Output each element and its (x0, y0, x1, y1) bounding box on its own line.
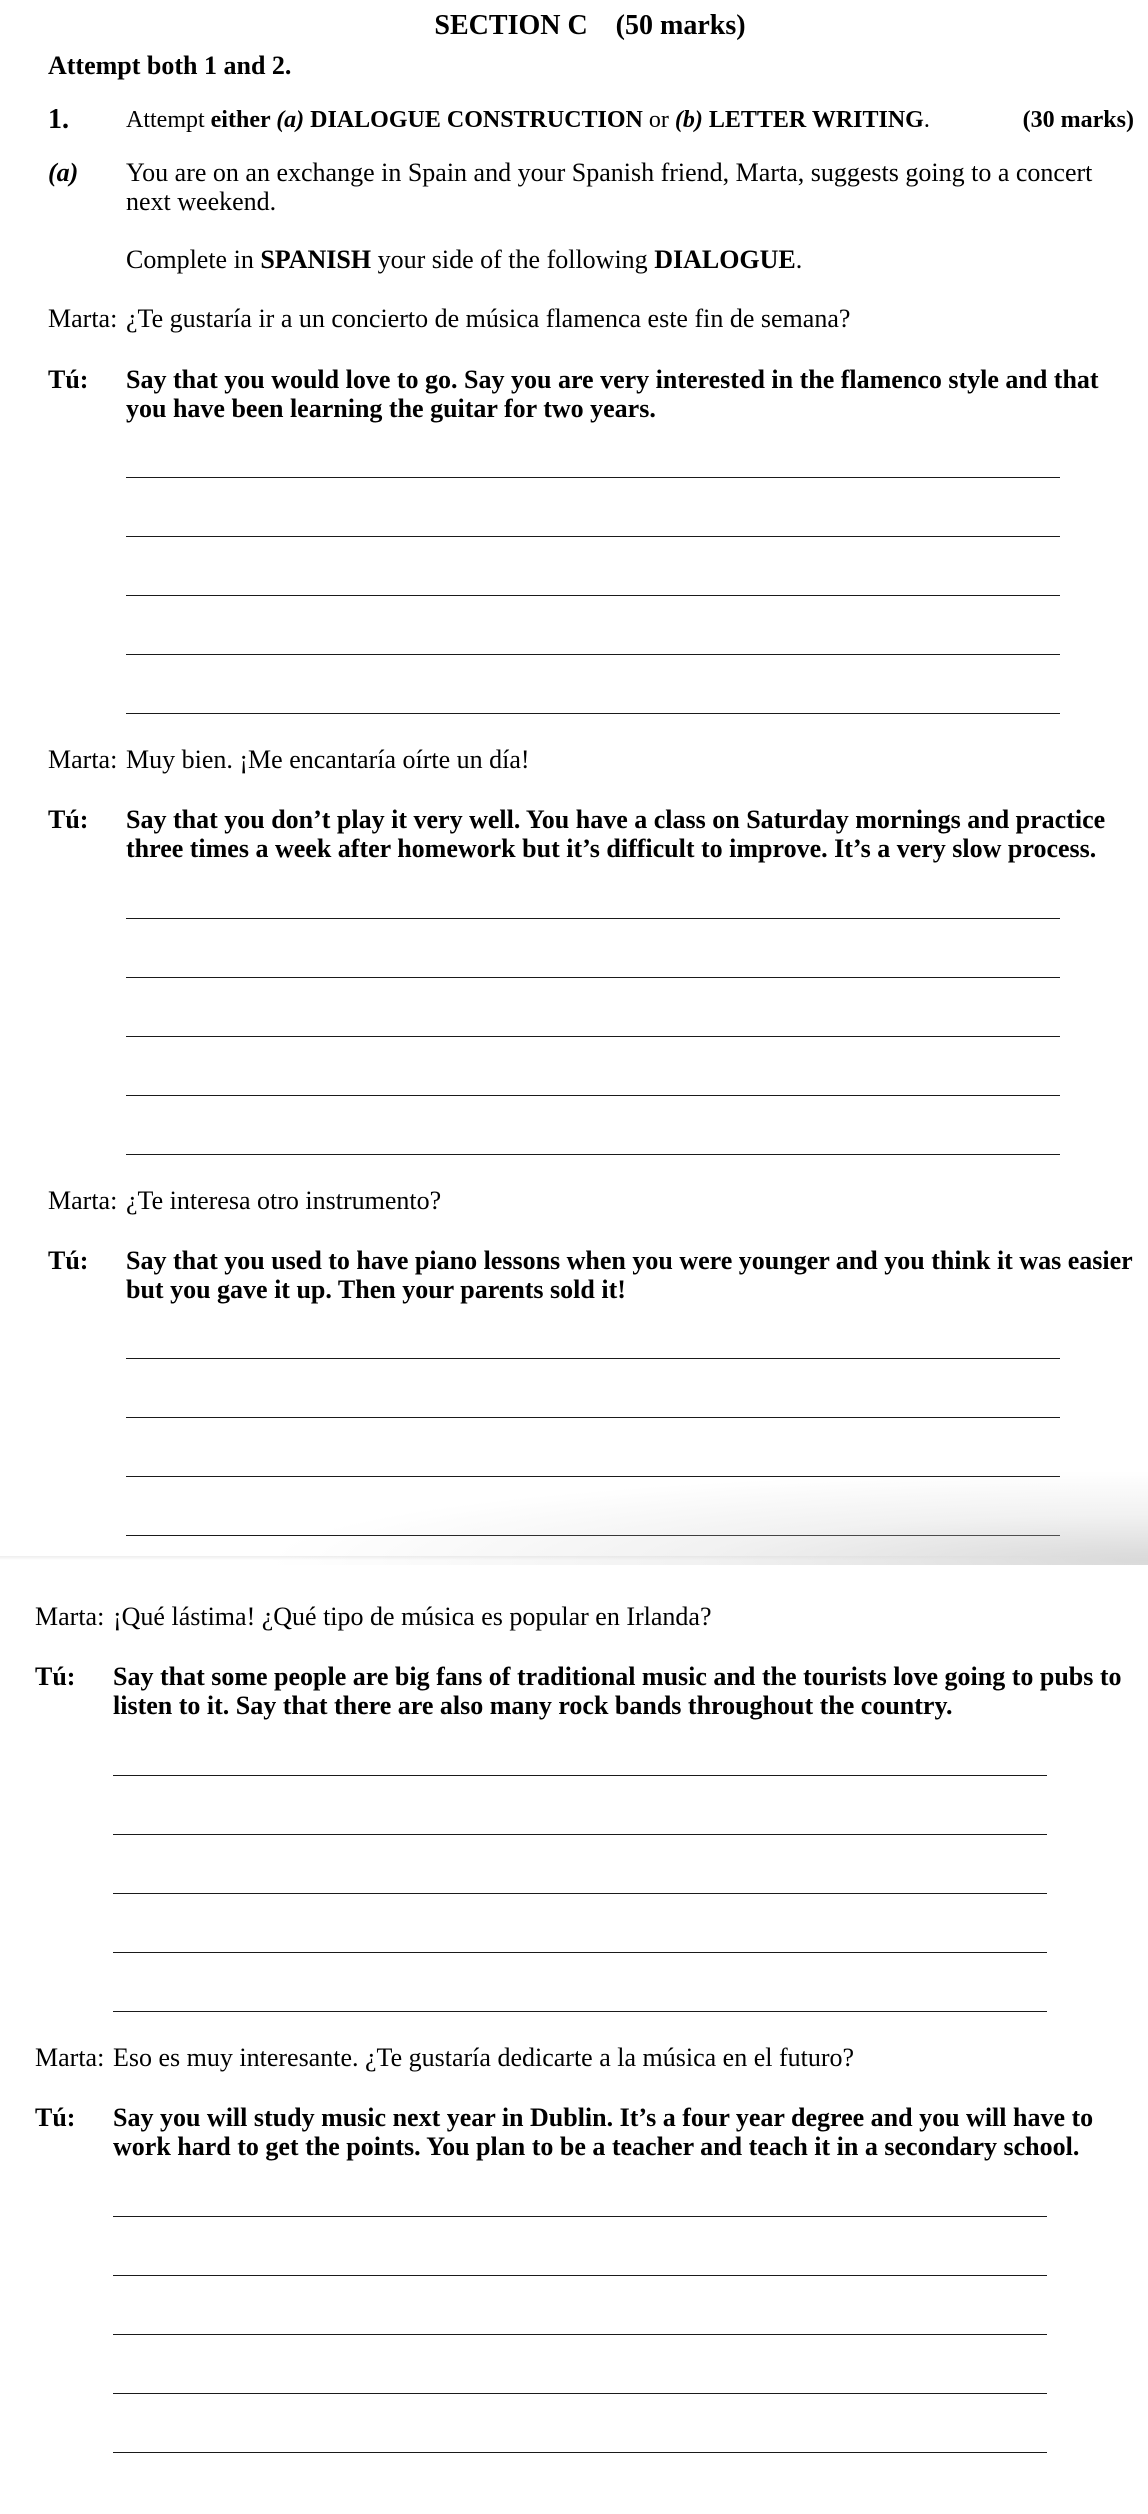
instr-or: or (642, 107, 675, 133)
instr-a: (a) (276, 107, 305, 133)
instr-end: . (923, 107, 930, 133)
marta-line: Muy bien. ¡Me encantaría oírte un día! (126, 745, 530, 774)
instr-either: either (210, 107, 277, 133)
instr-b: (b) (674, 107, 703, 133)
answer-line (113, 1775, 1047, 1776)
answer-line (126, 1358, 1060, 1359)
tu-prompt: Say you will study music next year in Dublin. It’s a four year degree and you will have to work hard to get the points. You plan to be a teacher and teach it in a secondary school. (113, 2103, 1094, 2161)
marta-line: ¡Qué lástima! ¿Qué tipo de música es popular en Irlanda? (113, 1602, 712, 1631)
tu-speaker: Tú: (35, 2103, 76, 2132)
answer-line (113, 1952, 1047, 1953)
question-marks: (30 marks) (1022, 107, 1134, 133)
complete-text-3: . (795, 245, 803, 274)
complete-spanish: SPANISH (260, 245, 372, 274)
marta-speaker: Marta: (48, 1186, 118, 1215)
instr-prefix: Attempt (126, 107, 211, 133)
answer-line (113, 1893, 1047, 1894)
answer-line (126, 477, 1060, 478)
tu-speaker: Tú: (48, 805, 89, 834)
complete-text-2: your side of the following (371, 245, 655, 274)
answer-line (126, 536, 1060, 537)
answer-line (126, 1036, 1060, 1037)
instr-dialogue: DIALOGUE CONSTRUCTION (304, 107, 643, 133)
answer-line (113, 2216, 1047, 2217)
answer-line (126, 713, 1060, 714)
marta-line: ¿Te gustaría ir a un concierto de música flamenca este fin de semana? (126, 304, 851, 333)
complete-text-1: Complete in (126, 245, 261, 274)
tu-prompt: Say that you don’t play it very well. You have a class on Saturday mornings and practice three times a week after homework but it’s difficult to improve. It’s a very slow process. (126, 805, 1106, 863)
marta-speaker: Marta: (35, 1602, 105, 1631)
complete-dialogue: DIALOGUE (654, 245, 796, 274)
part-a-label: (a) (48, 158, 79, 187)
answer-line (126, 1095, 1060, 1096)
tu-speaker: Tú: (35, 1662, 76, 1691)
attempt-instruction: Attempt both 1 and 2. (48, 51, 292, 80)
answer-line (113, 2334, 1047, 2335)
answer-line (113, 2393, 1047, 2394)
instr-letter: LETTER WRITING (702, 107, 924, 133)
answer-line (126, 654, 1060, 655)
part-a-scenario: You are on an exchange in Spain and your Spanish friend, Marta, suggests going to a concert next weekend. (126, 158, 1093, 216)
answer-line (113, 2452, 1047, 2453)
page-shadow (260, 1470, 1148, 1565)
answer-line (126, 1154, 1060, 1155)
marta-line: Eso es muy interesante. ¿Te gustaría dedicarte a la música en el futuro? (113, 2043, 855, 2072)
question-number: 1. (48, 104, 69, 135)
tu-prompt: Say that you used to have piano lessons when you were younger and you think it was easier but you gave it up. Then your parents sold it! (126, 1246, 1133, 1304)
answer-line (113, 2011, 1047, 2012)
answer-line (113, 2275, 1047, 2276)
answer-line (126, 595, 1060, 596)
complete-instruction (126, 245, 802, 274)
answer-line (126, 977, 1060, 978)
answer-line (126, 918, 1060, 919)
question-instruction (126, 106, 930, 135)
answer-line (126, 1417, 1060, 1418)
marta-speaker: Marta: (48, 745, 118, 774)
tu-prompt: Say that some people are big fans of traditional music and the tourists love going to pubs to listen to it. Say that there are also many rock bands throughout the country. (113, 1662, 1122, 1720)
section-title: SECTION C (50 marks) (434, 10, 746, 41)
answer-line (113, 1834, 1047, 1835)
tu-speaker: Tú: (48, 365, 89, 394)
marta-speaker: Marta: (35, 2043, 105, 2072)
tu-prompt: Say that you would love to go. Say you are very interested in the flamenco style and that you have been learning the guitar for two years. (126, 365, 1099, 423)
marta-line: ¿Te interesa otro instrumento? (126, 1186, 442, 1215)
marta-speaker: Marta: (48, 304, 118, 333)
page-edge (0, 1556, 1148, 1560)
tu-speaker: Tú: (48, 1246, 89, 1275)
